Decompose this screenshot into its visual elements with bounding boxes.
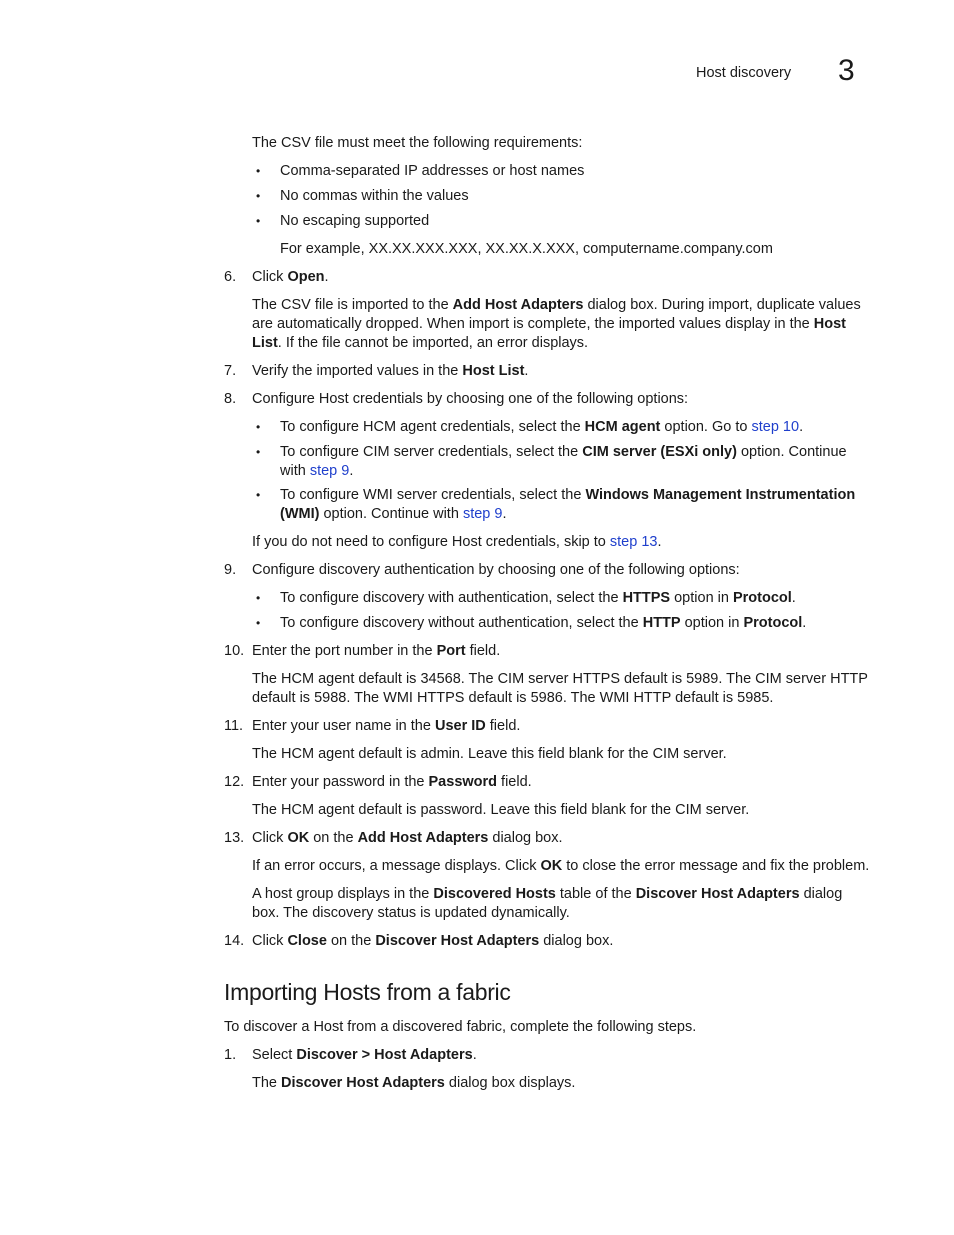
ui-term: Discovered Hosts [433,886,556,902]
ui-term: HTTP [642,615,681,631]
step-13-paragraph: A host group displays in the Discovered Hosts table of the Discover Host Adapters dialog box. The discovery status is updated dynamically. [252,886,843,921]
bullet-icon: • [256,214,261,228]
step-number: 1. [224,1047,237,1063]
section-intro: To discover a Host from a discovered fabric, complete the following steps. [224,1019,697,1035]
step-number: 7. [224,363,237,379]
step-number: 12. [224,774,245,790]
step-number: 6. [224,269,237,285]
running-header-section: Host discovery [696,65,792,81]
fabric-step-1-paragraph: The Discover Host Adapters dialog box displays. [252,1075,576,1091]
intro-paragraph: The CSV file must meet the following requirements: [252,135,583,151]
step-9-option: To configure discovery with authentication, select the HTTPS option in Protocol. [280,590,796,606]
section-heading: Importing Hosts from a fabric [224,979,511,1005]
chapter-number: 3 [838,54,855,87]
step-9-option: To configure discovery without authentication, select the HTTP option in Protocol. [280,615,807,631]
ui-term: Host List [252,316,846,351]
step-12-text: Enter your password in the Password field. [252,774,532,790]
bullet-icon: • [256,420,261,434]
ui-term: HCM agent [584,419,661,435]
ui-term: Discover Host Adapters [375,933,540,949]
ui-term: Protocol [732,590,792,606]
requirement-item: Comma-separated IP addresses or host names [280,163,585,179]
bullet-icon: • [256,189,261,203]
step-6-text: Click Open. [252,269,329,285]
step-8-text: Configure Host credentials by choosing one of the following options: [252,391,689,407]
ui-term: Discover Host Adapters [281,1075,445,1091]
step-number: 11. [224,718,244,734]
requirement-item: No escaping supported [280,213,430,229]
bullet-icon: • [256,616,261,630]
ui-term: OK [287,830,310,846]
step-8-option: To configure HCM agent credentials, select the HCM agent option. Go to step 10. [280,419,804,435]
ui-term: Port [436,643,466,659]
bullet-icon: • [256,445,261,459]
step-11-text: Enter your user name in the User ID field. [252,718,521,734]
ui-term: Open [287,269,325,285]
step-number: 8. [224,391,237,407]
ui-term: Discover Host Adapters [635,886,800,902]
step-14-text: Click Close on the Discover Host Adapters dialog box. [252,933,614,949]
step-6-paragraph: The CSV file is imported to the Add Host Adapters dialog box. During import, duplicate values are automatically dropped. When import is complete, the imported values display in the Host List. If the file cannot be imported, an error displays. [252,297,861,351]
step-number: 10. [224,643,245,659]
requirement-item: No commas within the values [280,188,469,204]
ui-term: Protocol [743,615,803,631]
fabric-step-1-text: Select Discover > Host Adapters. [252,1047,477,1063]
step-10-paragraph: The HCM agent default is 34568. The CIM server HTTPS default is 5989. The CIM server HTTP default is 5988. The WMI HTTPS default is 5986. The WMI HTTP default is 5985. [252,671,868,706]
ui-term: User ID [434,718,486,734]
step-11-paragraph: The HCM agent default is admin. Leave this field blank for the CIM server. [252,746,727,762]
step-number: 13. [224,830,245,846]
step-13-text: Click OK on the Add Host Adapters dialog box. [252,830,563,846]
step-link[interactable]: step 9 [462,506,503,522]
ui-term: Close [287,933,327,949]
step-10-text: Enter the port number in the Port field. [252,643,501,659]
ui-term: Host List [462,363,525,379]
ui-term: OK [540,858,563,874]
step-link[interactable]: step 10 [751,419,800,435]
ui-term: Add Host Adapters [452,297,584,313]
ui-term: HTTPS [622,590,671,606]
bullet-icon: • [256,591,261,605]
step-number: 9. [224,562,237,578]
step-8-option: To configure WMI server credentials, select the Windows Management Instrumentation (WMI) option. Continue with step 9. [280,487,856,522]
bullet-icon: • [256,488,261,502]
ui-term: Windows Management Instrumentation (WMI) [280,487,856,522]
example-text: For example, XX.XX.XXX.XXX, XX.XX.X.XXX, computername.company.com [280,241,773,257]
bullet-icon: • [256,164,261,178]
step-link[interactable]: step 9 [309,463,350,479]
step-7-text: Verify the imported values in the Host List. [252,363,529,379]
step-9-text: Configure discovery authentication by choosing one of the following options: [252,562,740,578]
step-12-paragraph: The HCM agent default is password. Leave this field blank for the CIM server. [252,802,750,818]
step-8-note: If you do not need to configure Host credentials, skip to step 13. [252,534,662,550]
ui-term: Add Host Adapters [357,830,489,846]
step-13-paragraph: If an error occurs, a message displays. Click OK to close the error message and fix the problem. [252,858,870,874]
step-8-option: To configure CIM server credentials, select the CIM server (ESXi only) option. Continue with step 9. [280,444,847,479]
ui-term: CIM server (ESXi only) [582,444,737,460]
ui-term: Password [428,774,498,790]
ui-term: Discover > Host Adapters [296,1047,473,1063]
step-number: 14. [224,933,245,949]
step-link[interactable]: step 13 [609,534,658,550]
